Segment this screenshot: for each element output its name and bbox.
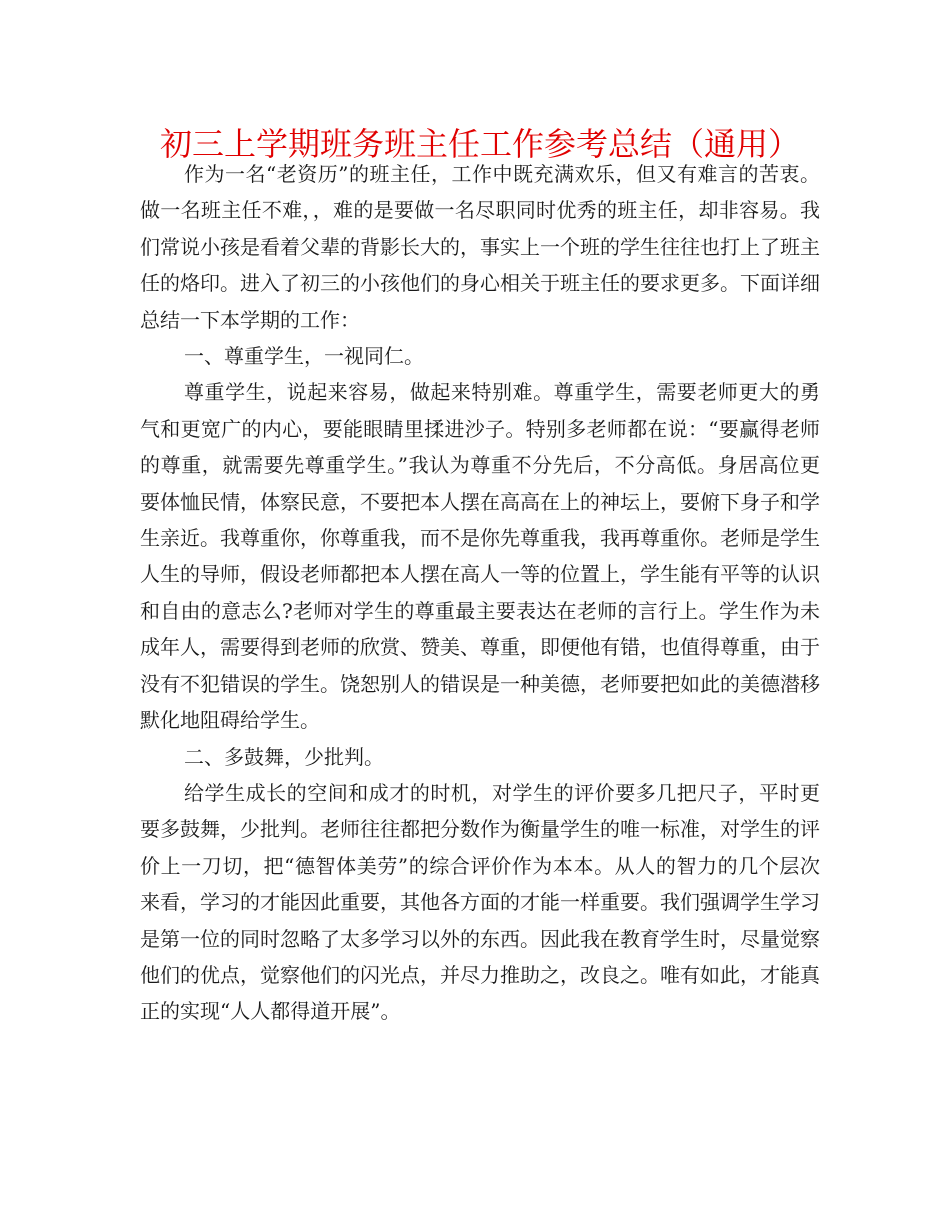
document-title: 初三上学期班务班主任工作参考总结（通用） [159,125,800,163]
document-body [140,156,820,1030]
section-heading-encourage: 二、多鼓舞，少批判。 [184,744,384,769]
section-heading-respect: 一、尊重学生，一视同仁。 [184,344,424,369]
respect-paragraph: 尊重学生，说起来容易，做起来特别难。尊重学生，需要老师更大的勇气和更宽广的内心，要能眼睛里揉进沙子。特别多老师都在说：“要赢得老师的尊重，就需要先尊重学生。”我认为尊重不分先后，不分高低。身居高位更要体恤民情，体察民意，不要把本人摆在高高在上的神坛上，要俯下身子和学生亲近。我尊重你，你尊重我，而不是你先尊重我，我再尊重你。老师是学生人生的导师，假设老师都把本人摆在高人一等的位置上，学生能有平等的认识和自由的意志么?老师对学生的尊重最主要表达在老师的言行上。学生作为未成年人，需要得到老师的欣赏、赞美、尊重，即便他有错，也值得尊重，由于没有不犯错误的学生。饶恕别人的错误是一种美德，老师要把如此的美德潜移默化地阻碍给学生。 [140,380,820,733]
encourage-paragraph: 给学生成长的空间和成才的时机，对学生的评价要多几把尺子，平时更要多鼓舞，少批判。老师往往都把分数作为衡量学生的唯一标准，对学生的评价上一刀切，把“德智体美劳”的综合评价作为本本。从人的智力的几个层次来看，学习的才能因此重要，其他各方面的才能一样重要。我们强调学生学习是第一位的同时忽略了太多学习以外的东西。因此我在教育学生时，尽量觉察他们的优点，觉察他们的闪光点，并尽力推助之，改良之。唯有如此，才能真正的实现“人人都得道开展”。 [140,780,820,1024]
intro-paragraph: 作为一名“老资历”的班主任，工作中既充满欢乐，但又有难言的苦衷。做一名班主任不难，，难的是要做一名尽职同时优秀的班主任，却非容易。我们常说小孩是看着父辈的背影长大的，事实上一个班的学生往往也打上了班主任的烙印。进入了初三的小孩他们的身心相关于班主任的要求更多。下面详细总结一下本学期的工作： [140,162,820,332]
